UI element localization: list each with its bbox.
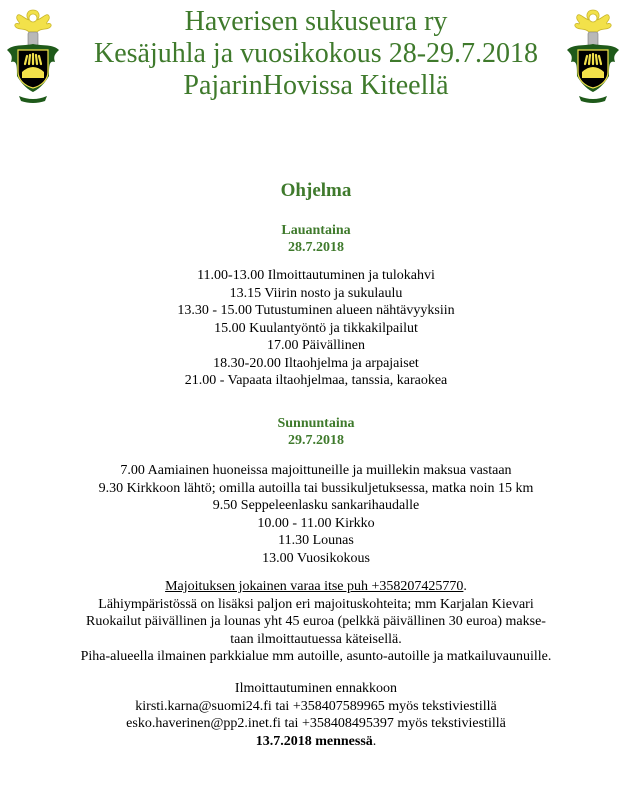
page-header	[70, 6, 562, 102]
schedule-item: 18.30-20.00 Iltaohjelma ja arpajaiset	[213, 355, 419, 371]
registration-deadline-line	[0, 733, 632, 751]
sunday-schedule	[0, 462, 632, 567]
meals-info-cont: taan ilmoittautuessa käteisellä.	[230, 631, 402, 647]
saturday-schedule	[0, 267, 632, 390]
sunday-day: Sunnuntaina	[277, 416, 355, 431]
parking-info: Piha-alueella ilmainen parkkialue mm autoille, asunto-autoille ja matkailuvaunuille.	[80, 649, 552, 664]
sunday-heading	[0, 415, 632, 449]
header-event: Kesäjuhla ja vuosikokous 28-29.7.2018	[93, 38, 539, 69]
registration-contact: kirsti.karna@suomi24.fi tai +358407589965 myös tekstiviestillä	[135, 698, 497, 714]
info-section	[0, 578, 632, 666]
program-title: Ohjelma	[280, 180, 352, 201]
sunday-date: 29.7.2018	[288, 433, 344, 448]
schedule-item: 10.00 - 11.00 Kirkko	[257, 515, 375, 531]
schedule-item: 11.00-13.00 Ilmoittautuminen ja tulokahvi	[197, 268, 435, 283]
accommodation-line	[0, 578, 632, 596]
saturday-heading	[0, 222, 632, 256]
family-crest-icon	[3, 6, 63, 106]
schedule-item: 7.00 Aamiainen huoneissa majoittuneille ja muillekin maksua vastaan	[120, 463, 512, 478]
accommodation-note: Majoituksen jokainen varaa itse puh +358207425770	[165, 579, 464, 594]
schedule-item: 21.00 - Vapaata iltaohjelmaa, tanssia, karaokea	[184, 373, 448, 388]
family-crest-icon	[563, 6, 623, 106]
schedule-item: 9.50 Seppeleenlasku sankarihaudalle	[212, 498, 420, 513]
saturday-day: Lauantaina	[281, 223, 351, 238]
registration-contact: esko.haverinen@pp2.inet.fi tai +358408495397 myös tekstiviestillä	[126, 716, 506, 731]
header-location: PajarinHovissa Kiteellä	[183, 70, 449, 101]
saturday-date: 28.7.2018	[288, 240, 344, 255]
nearby-accommodation: Lähiympäristössä on lisäksi paljon eri majoituskohteita; mm Karjalan Kievari	[98, 596, 534, 612]
header-organization: Haverisen sukuseura ry	[184, 6, 448, 37]
registration-section	[0, 680, 632, 750]
deadline-period: .	[372, 733, 377, 749]
registration-title: Ilmoittautuminen ennakkoon	[234, 681, 398, 696]
accommodation-period: .	[463, 579, 467, 594]
meals-info: Ruokailut päivällinen ja lounas yht 45 euroa (pelkkä päivällinen 30 euroa) makse-	[86, 614, 546, 629]
schedule-item: 13.30 - 15.00 Tutustuminen alueen nähtävyyksiin	[177, 303, 455, 318]
schedule-item: 13.15 Viirin nosto ja sukulaulu	[229, 285, 403, 301]
registration-deadline: 13.7.2018 mennessä	[255, 733, 373, 749]
schedule-item: 15.00 Kuulantyöntö ja tikkakilpailut	[214, 320, 418, 336]
schedule-item: 9.30 Kirkkoon lähtö; omilla autoilla tai bussikuljetuksessa, matka noin 15 km	[98, 480, 534, 496]
schedule-item: 13.00 Vuosikokous	[262, 550, 370, 566]
schedule-item: 17.00 Päivällinen	[267, 338, 365, 353]
schedule-item: 11.30 Lounas	[278, 533, 354, 548]
